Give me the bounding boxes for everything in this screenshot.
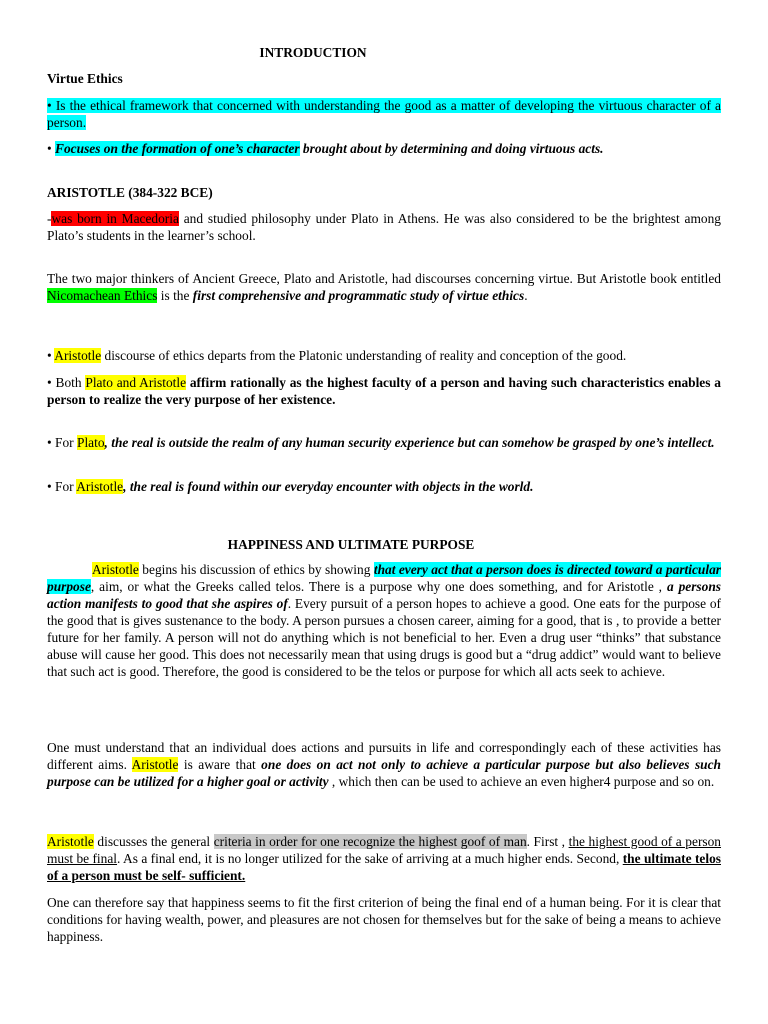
highlight-yellow: Aristotle [131, 757, 179, 772]
virtue-bullet-1 [47, 97, 721, 131]
happiness-paragraph-3: Aristotle discusses the general criteria in order for one recognize the highest goof of man. First , the highest good of a person must be final. As a final end, it is no longer utilized for the sake of arriving at a much higher ends. Second, the ultimate telos of a person must be self- sufficient. [47, 834, 722, 883]
highlight-gray: criteria in order for one recognize the highest goof of man [213, 834, 527, 849]
happiness-paragraph-2: One must understand that an individual does actions and pursuits in life and correspondingly each of these activities has different aims. Aristotle is aware that one does on act not only to achieve a particular purpose but also believes such purpose can be utilized for a higher goal or activity , which then can be used to achieve an even higher4 purpose and so on. [47, 740, 721, 789]
highlight-yellow: Plato [77, 435, 105, 450]
highlight-yellow: Plato and Aristotle [85, 375, 187, 390]
highlight-yellow: Aristotle [92, 562, 139, 577]
bullet-aristotle-discourse: • Aristotle discourse of ethics departs from the Platonic understanding of reality and conception of the good. [47, 348, 627, 363]
highlight-cyan: that every act that a person does is directed toward a particular purpose [47, 562, 721, 594]
highlight-yellow: Aristotle [54, 348, 102, 363]
virtue-bullet-2: • Focuses on the formation of one’s character brought about by determining and doing virtuous acts. [47, 141, 604, 156]
aristotle-heading: ARISTOTLE (384-322 BCE) [47, 185, 213, 200]
bullet-aristotle-real: • For Aristotle, the real is found within our everyday encounter with objects in the world. [47, 479, 534, 494]
happiness-title: HAPPINESS AND ULTIMATE PURPOSE [227, 537, 475, 552]
highlight-green: Nicomachean Ethics [47, 288, 158, 303]
aristotle-paragraph-2: The two major thinkers of Ancient Greece, Plato and Aristotle, had discourses concerning virtue. But Aristotle book entitled Nicomachean Ethics is the first comprehensive and programmatic study of virtue ethics. [47, 271, 721, 303]
bullet-plato: • For Plato, the real is outside the realm of any human security experience but can somehow be grasped by one’s intellect. [47, 435, 715, 450]
highlight-cyan: • Is the ethical framework that concerned with understanding the good as a matter of developing the virtuous character of a person. [47, 98, 721, 130]
highlight-red: was born in Macedoria [51, 211, 179, 226]
bullet-both: • Both Plato and Aristotle affirm rationally as the highest faculty of a person and having such characteristics enables a person to realize the very purpose of her existence. [47, 375, 721, 407]
highlight-yellow: Aristotle [47, 834, 94, 849]
intro-title: INTRODUCTION [259, 45, 367, 60]
happiness-paragraph-1: Aristotle begins his discussion of ethics by showing that every act that a person does is directed toward a particular purpose, aim, or what the Greeks called telos. There is a purpose why one does something, and for Aristotle , a persons action manifests to good that she aspires of. Every pursuit of a person hopes to achieve a good. One eats for the purpose of the good that is gives sustenance to the body. A person pursues a chosen career, aiming for a good, that is , to provide a better future for her family. A person will not do anything which is not beneficial to her. Even a drug user “thinks” that substance abuse will cause her good. This does not necessarily mean that using drugs is good but a “drug addict” would want to believe that such act is good. Therefore, the good is considered to be the telos or purpose for which all acts seek to achieve. [47, 562, 721, 679]
virtue-heading: Virtue Ethics [47, 71, 123, 86]
aristotle-paragraph-1: -was born in Macedoria and studied philosophy under Plato in Athens. He was also considered to be the brightest among Plato’s students in the learner’s school. [47, 211, 721, 243]
highlight-cyan: Focuses on the formation of one’s character [55, 141, 300, 156]
happiness-paragraph-4: One can therefore say that happiness seems to fit the first criterion of being the final end of a human being. For it is clear that conditions for having wealth, power, and pleasures are not chosen for themselves but for the sake of being a means to achieve happiness. [47, 895, 721, 944]
highlight-yellow: Aristotle [76, 479, 124, 494]
